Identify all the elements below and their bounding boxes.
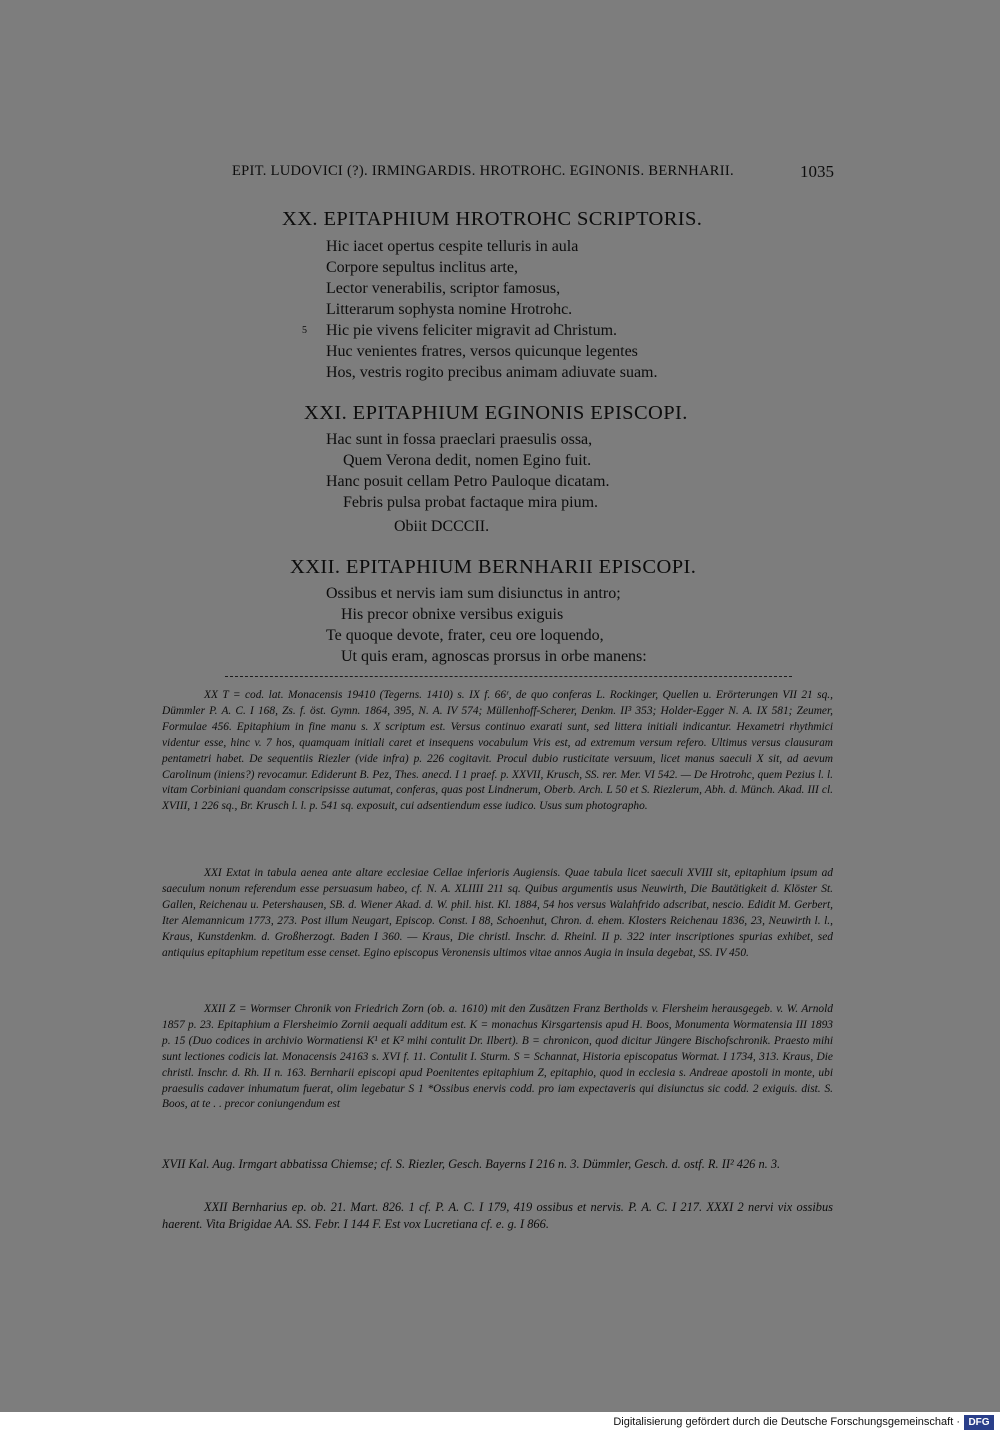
- verse-line: His precor obnixe versibus exiguis: [341, 606, 564, 623]
- historical-note-xvii: [162, 1156, 833, 1173]
- dfg-logo-icon: DFG: [964, 1415, 994, 1430]
- section-title-xx: XX. EPITAPHIUM HROTROHC SCRIPTORIS.: [282, 208, 703, 230]
- verse-line: Lector venerabilis, scriptor famosus,: [326, 280, 561, 297]
- verse-line: Hic pie vivens feliciter migravit ad Christum.: [326, 322, 618, 339]
- note-text: XVII Kal. Aug. Irmgart abbatissa Chiemse; cf. S. Riezler, Gesch. Bayerns I 216 n. 3. Dümmler, Gesch. d. ostf. R. II² 426 n. 3.: [162, 1157, 781, 1171]
- page-number: 1035: [800, 162, 834, 181]
- historical-note-xxii: [162, 1199, 833, 1233]
- verse-line: Hanc posuit cellam Petro Pauloque dicatam.: [326, 473, 610, 490]
- note-text: XXII Bernharius ep. ob. 21. Mart. 826. 1 cf. P. A. C. I 179, 419 ossibus et nervis. P. A. C. I 217. XXXI 2 nervi vix ossibus haerent. Vita Brigidae AA. SS. Febr. I 144 F. Est vox Lucretiana cf. e. g. I 866.: [162, 1200, 833, 1231]
- note-text: XX T = cod. lat. Monacensis 19410 (Tegerns. 1410) s. IX f. 66ʳ, de quo conferas L. Rockinger, Quellen u. Erörterungen VII 21 sq., Dümmler P. A. C. I 168, Zs. f. öst. Gymn. 1864, 395, N. A. IV 574; Müllenhoff-Scherer, Denkm. II³ 353; Holder-Egger N. A. IX 581; Zeumer, Formulae 456. Epitaphium in fine manu s. X scriptum est. Versus continuo exarati sunt, sed littera initiali indicantur. Hexametri rhythmici videntur esse, hinc v. 7 hos, quamquam initiali caret et insequens vocabulum Vris est, ad extremum versum refero. Ultimus versus clausuram pentametri habet. De sequentiis Riezler (vide infra) p. 226 cogitavit. Procul dubio rusticitate versuum, licet manus saeculi X sit, ad aevum Carolinum (iniens?) revocamur. Ediderunt B. Pez, Thes. anecd. I 1 praef. p. XXVII, Krusch, SS. rer. Mer. VI 542. — De Hrotrohc, quem Pezius l. l. vitam Corbiniani quandam conscripsisse autumat, conferas, quas post Lindnerum, Oberb. Arch. L 50 et S. Riezlerum, Abh. d. Münch. Akad. III cl. XVIII, 1 226 sq., Br. Krusch l. l. p. 541 sq. exposuit, cui adsentiendum esse iudico. Usus sum photographo.: [162, 689, 833, 813]
- verse-line: Obiit DCCCII.: [394, 518, 490, 535]
- note-text: XXI Extat in tabula aenea ante altare ecclesiae Cellae inferioris Augiensis. Quae tabula licet saeculi XVIII sit, epitaphium ipsum ad saeculum nonum referendum esse persuasum habeo, cf. N. A. XLIIII 211 sq. Quibus argumentis usus Neuwirth, Die Bautätigkeit d. Klöster St. Gallen, Reichenau u. Petershausen, SB. d. Wiener Akad. d. W. phil. hist. Kl. 1884, 54 hos versus Walahfrido adscribat, nescio. Edidit M. Gerbert, Iter Alemannicum 1773, 273. Post illum Neugart, Episcop. Const. I 88, Schoenhut, Chron. d. ehem. Klosters Reichenau 1836, 23, Neuwirth l. l., Kraus, Kunstdenkm. d. Großherzogt. Baden I 360. — Kraus, Die christl. Inschr. d. Rheinl. II p. 322 inter inscriptiones spurias exhibet, sed antiquius epitaphium repetitum esse censet. Egino episcopus Veronensis ultimos vitae annos Augia in insula degebat, SS. IV 450.: [162, 867, 833, 959]
- running-head: EPIT. LUDOVICI (?). IRMINGARDIS. HROTROHC. EGINONIS. BERNHARII.: [232, 163, 734, 179]
- verse-line: Huc venientes fratres, versos quicunque legentes: [326, 343, 638, 360]
- section-title-xxii: XXII. EPITAPHIUM BERNHARII EPISCOPI.: [290, 556, 697, 578]
- verse-line: Hic iacet opertus cespite telluris in aula: [326, 238, 579, 255]
- verse-line: Te quoque devote, frater, ceu ore loquendo,: [326, 627, 604, 644]
- footer-credit: Digitalisierung gefördert durch die Deutsche Forschungsgemeinschaft ·: [613, 1416, 960, 1428]
- apparatus-note-xxi: [162, 866, 833, 961]
- apparatus-note-xxii: [162, 1002, 833, 1113]
- verse-number: 5: [302, 325, 307, 336]
- section-title-xxi: XXI. EPITAPHIUM EGINONIS EPISCOPI.: [304, 402, 688, 424]
- verse-line: Quem Verona dedit, nomen Egino fuit.: [343, 452, 592, 469]
- separator-rule: [225, 676, 792, 677]
- digitization-footer: [0, 1412, 1000, 1434]
- verse-line: Litterarum sophysta nomine Hrotrohc.: [326, 301, 573, 318]
- note-text: XXII Z = Wormser Chronik von Friedrich Zorn (ob. a. 1610) mit den Zusätzen Franz Bertholds v. Flersheim herausgegeb. v. W. Arnold 1857 p. 23. Epitaphium a Flersheimio Zornii aequali additum est. K = monachus Kirsgartensis apud H. Boos, Monumenta Wormatensia III 1893 p. 15 (Duo codices in archivio Wormatiensi K¹ et K² mihi contulit Dr. Ilbert). B = chronicon, quod dicitur Jüngere Bischofschronik. Praesto mihi sunt lectiones codicis lat. Monacensis 24163 s. XVI f. 11. Contulit I. Sturm. S = Schannat, Historia episcopatus Wormat. I 1734, 313. Kraus, Die christl. Inschr. d. Rh. II n. 163. Bernharii episcopi apud Poenitentes epitaphium Z, epitaphio, quod in ecclesia s. Andreae apostoli in monte, ubi praesulis cadaver inhumatum fuerat, olim legebatur S 1 *Ossibus enervis codd. pro iam expectaveris qui disiunctus sic codd. 2 exiguis. dist. S. Boos, at te . . precor coniungendum est: [162, 1003, 833, 1111]
- verse-line: Febris pulsa probat factaque mira pium.: [343, 494, 599, 511]
- verse-line: Ut quis eram, agnoscas prorsus in orbe manens:: [341, 648, 647, 665]
- verse-line: Ossibus et nervis iam sum disiunctus in antro;: [326, 585, 621, 602]
- verse-line: Hos, vestris rogito precibus animam adiuvate suam.: [326, 364, 658, 381]
- apparatus-note-xx: [162, 688, 833, 815]
- verse-line: Hac sunt in fossa praeclari praesulis ossa,: [326, 431, 593, 448]
- verse-line: Corpore sepultus inclitus arte,: [326, 259, 518, 276]
